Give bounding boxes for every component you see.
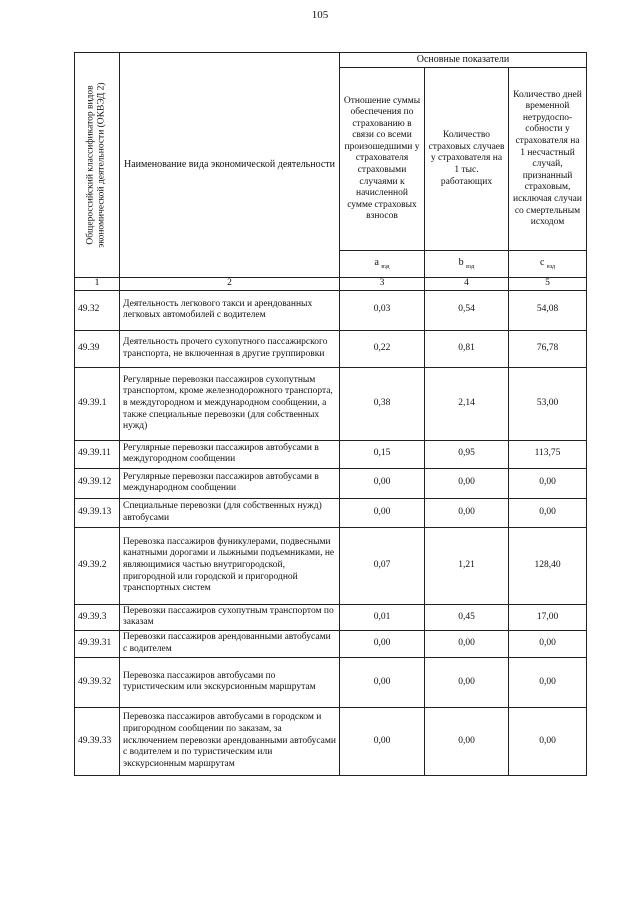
- okved-header-label: Общероссийский классификатор видов экономической деятельности (ОКВЭД 2): [85, 82, 107, 248]
- table-row: [75, 330, 587, 367]
- okved-code: 49.39.1: [75, 367, 120, 440]
- okved-header: [75, 53, 120, 278]
- value-a: 0,07: [340, 527, 425, 604]
- activity-name: Перевозки пассажиров сухопутным транспортом по заказам: [120, 604, 340, 630]
- value-c: 17,00: [509, 604, 587, 630]
- table-row: [75, 630, 587, 657]
- col-number-1: 1: [75, 278, 120, 291]
- table-row: [75, 604, 587, 630]
- table-row: [75, 290, 587, 330]
- col-number-3: 3: [340, 278, 425, 291]
- value-c: 54,08: [509, 290, 587, 330]
- okved-code: 49.39.2: [75, 527, 120, 604]
- value-b: 0,45: [425, 604, 509, 630]
- value-c: 0,00: [509, 630, 587, 657]
- activity-name: Регулярные перевозки пассажиров сухопутным транспортом, кроме железнодорожного транспорта, в междугородном и международном сообщении, а также специальные перевозки (для собственных нужд): [120, 367, 340, 440]
- activity-name: Регулярные перевозки пассажиров автобусами в междугородном сообщении: [120, 440, 340, 468]
- main-indicators-header: Основные показатели: [340, 53, 587, 68]
- value-c: 53,00: [509, 367, 587, 440]
- okved-code: 49.39.12: [75, 468, 120, 498]
- value-a: 0,38: [340, 367, 425, 440]
- table-row: [75, 527, 587, 604]
- table-row: [75, 468, 587, 498]
- okved-code: 49.39.11: [75, 440, 120, 468]
- table-body: [75, 290, 587, 775]
- table-row: [75, 657, 587, 707]
- col-a-symbol: a $_{вэд}$: [340, 251, 425, 278]
- activity-name: Деятельность легкового такси и арендованных легковых автомобилей с водителем: [120, 290, 340, 330]
- table-row: [75, 367, 587, 440]
- value-b: 0,81: [425, 330, 509, 367]
- value-b: 0,00: [425, 707, 509, 775]
- value-b: 0,00: [425, 468, 509, 498]
- col-b-header: Количество страховых случаев у страхователя на 1 тыс. работающих: [425, 68, 509, 251]
- table-row: [75, 498, 587, 527]
- okved-code: 49.39.33: [75, 707, 120, 775]
- value-a: 0,00: [340, 468, 425, 498]
- value-c: 0,00: [509, 468, 587, 498]
- value-c: 0,00: [509, 498, 587, 527]
- okved-code: 49.39.32: [75, 657, 120, 707]
- indicators-table: [74, 52, 587, 776]
- table-row: [75, 440, 587, 468]
- value-a: 0,03: [340, 290, 425, 330]
- activity-name: Деятельность прочего сухопутного пассажирского транспорта, не включенная в другие группировки: [120, 330, 340, 367]
- value-a: 0,00: [340, 630, 425, 657]
- col-number-5: 5: [509, 278, 587, 291]
- value-b: 2,14: [425, 367, 509, 440]
- value-a: 0,15: [340, 440, 425, 468]
- col-c-symbol: c $_{вэд}$: [509, 251, 587, 278]
- okved-code: 49.39.13: [75, 498, 120, 527]
- value-a: 0,00: [340, 707, 425, 775]
- value-a: 0,00: [340, 498, 425, 527]
- value-a: 0,01: [340, 604, 425, 630]
- value-c: 128,40: [509, 527, 587, 604]
- value-c: 76,78: [509, 330, 587, 367]
- value-c: 0,00: [509, 657, 587, 707]
- value-c: 0,00: [509, 707, 587, 775]
- value-b: 0,00: [425, 630, 509, 657]
- table-row: [75, 707, 587, 775]
- page-number: 105: [311, 9, 329, 21]
- activity-name: Специальные перевозки (для собственных нужд) автобусами: [120, 498, 340, 527]
- okved-code: 49.39.31: [75, 630, 120, 657]
- value-b: 1,21: [425, 527, 509, 604]
- value-b: 0,54: [425, 290, 509, 330]
- activity-name-header: Наименование вида экономической деятельности: [120, 53, 340, 278]
- value-c: 113,75: [509, 440, 587, 468]
- activity-name: Перевозка пассажиров фуникулерами, подвесными канатными дорогами и лыжными подъемниками, не являющимися частью внутригородской, пригородной или городской и пригородной транспортных систем: [120, 527, 340, 604]
- okved-code: 49.39: [75, 330, 120, 367]
- value-b: 0,95: [425, 440, 509, 468]
- col-a-header: Отношение суммы обеспечения по страхованию в связи со всеми произошедшими у страхователя страховыми случаями к начисленной сумме страховых взносов: [340, 68, 425, 251]
- value-b: 0,00: [425, 498, 509, 527]
- activity-name: Перевозка пассажиров автобусами по туристическим или экскурсионным маршрутам: [120, 657, 340, 707]
- value-b: 0,00: [425, 657, 509, 707]
- value-a: 0,22: [340, 330, 425, 367]
- okved-code: 49.32: [75, 290, 120, 330]
- col-number-2: 2: [120, 278, 340, 291]
- col-number-4: 4: [425, 278, 509, 291]
- value-a: 0,00: [340, 657, 425, 707]
- activity-name: Перевозка пассажиров автобусами в городском и пригородном сообщении по заказам, за исключением перевозки арендованными автобусами с водителем и по туристическим или экскурсионным маршрутам: [120, 707, 340, 775]
- activity-name: Регулярные перевозки пассажиров автобусами в международном сообщении: [120, 468, 340, 498]
- activity-name: Перевозки пассажиров арендованными автобусами с водителем: [120, 630, 340, 657]
- okved-code: 49.39.3: [75, 604, 120, 630]
- col-b-symbol: b $_{вэд}$: [425, 251, 509, 278]
- col-c-header: Количество дней временной нетрудоспо-собности у страхователя на 1 несчастный случай, признанный страховым, исключая случаи со смертельным исходом: [509, 68, 587, 251]
